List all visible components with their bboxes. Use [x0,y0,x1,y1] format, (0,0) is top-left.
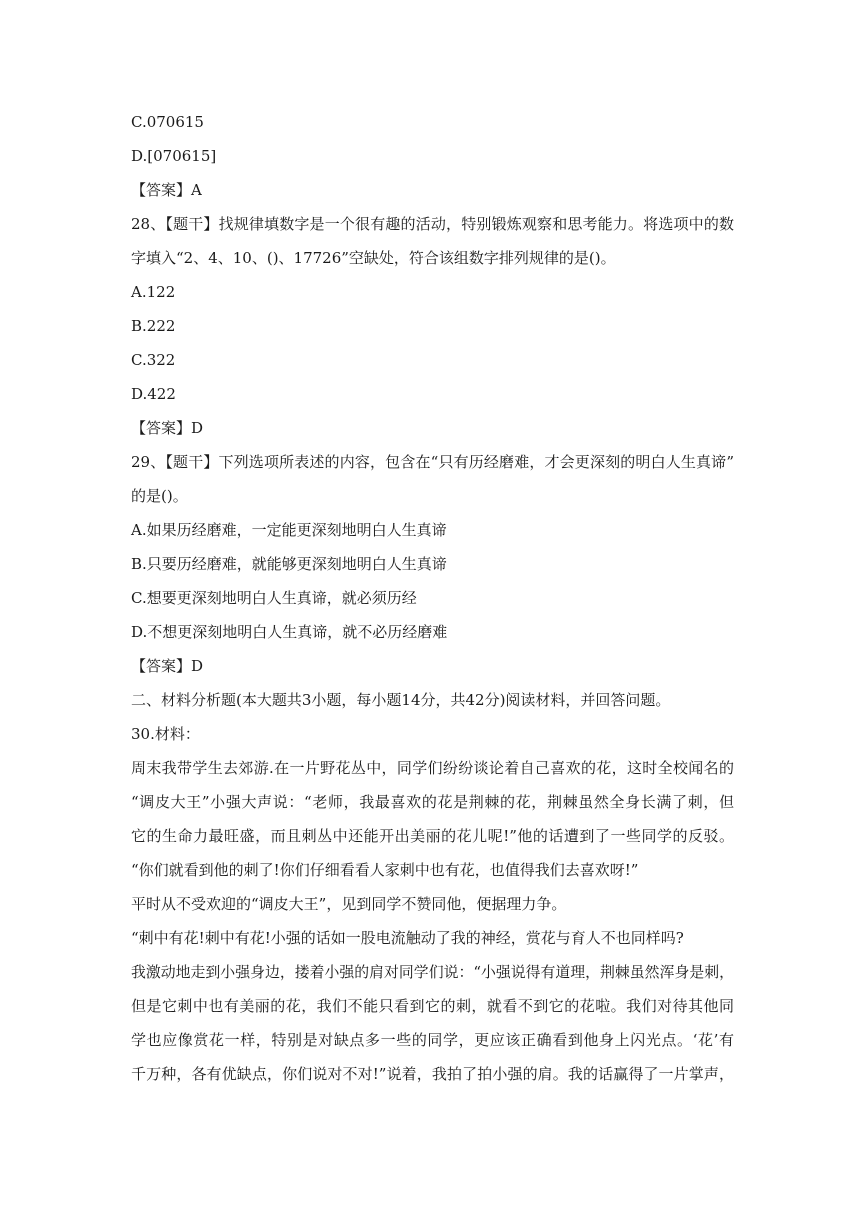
material-line-6: “刺中有花!刺中有花!小强的话如一股电流触动了我的神经，赏花与育人不也同样吗? [131,929,684,947]
question-28-line-2: 字填入“2、4、10、()、17726”空缺处，符合该组数字排列规律的是()。 [131,249,616,267]
material-line-4: “你们就看到他的刺了!你们仔细看看人家刺中也有花，也值得我们去喜欢呀!” [131,861,639,879]
question-29-line-2: 的是()。 [131,487,188,505]
option-d-27: D.[070615] [131,147,217,165]
material-line-3: 它的生命力最旺盛，而且刺丛中还能开出美丽的花儿呢!”他的话遭到了一些同学的反驳。 [131,827,734,845]
question-29-line-1: 29、【题干】下列选项所表述的内容，包含在“只有历经磨难，才会更深刻的明白人生真谛” [131,453,734,471]
option-c-27: C.070615 [131,113,204,131]
material-line-8: 但是它刺中也有美丽的花，我们不能只看到它的刺，就看不到它的花啦。我们对待其他同 [131,997,734,1015]
option-c-28: C.322 [131,351,176,369]
material-line-5: 平时从不受欢迎的“调皮大王”，见到同学不赞同他，便据理力争。 [131,895,567,913]
option-d-29: D.不想更深刻地明白人生真谛，就不必历经磨难 [131,623,448,641]
option-b-29: B.只要历经磨难，就能够更深刻地明白人生真谛 [131,555,447,573]
material-line-9: 学也应像赏花一样，特别是对缺点多一些的同学，更应该正确看到他身上闪光点。‘花’有 [131,1031,734,1049]
answer-27: 【答案】A [131,181,202,199]
section-heading: 二、材料分析题(本大题共3小题，每小题14分，共42分)阅读材料，并回答问题。 [131,691,671,709]
option-c-29: C.想要更深刻地明白人生真谛，就必须历经 [131,589,417,607]
option-d-28: D.422 [131,385,176,403]
option-b-28: B.222 [131,317,176,335]
option-a-29: A.如果历经磨难，一定能更深刻地明白人生真谛 [131,521,447,539]
material-30-label: 30.材料： [131,725,200,743]
answer-29: 【答案】D [131,657,204,675]
material-line-7: 我激动地走到小强身边，搂着小强的肩对同学们说：“小强说得有道理，荆棘虽然浑身是刺， [131,963,734,981]
material-line-10: 千万种，各有优缺点，你们说对不对!”说着，我拍了拍小强的肩。我的话赢得了一片掌声， [131,1065,734,1083]
option-a-28: A.122 [131,283,176,301]
material-line-1: 周末我带学生去郊游.在一片野花丛中，同学们纷纷谈论着自己喜欢的花，这时全校闻名的 [131,759,734,777]
material-line-2: “调皮大王”小强大声说：“老师，我最喜欢的花是荆棘的花，荆棘虽然全身长满了刺，但 [131,793,734,811]
question-28-line-1: 28、【题干】找规律填数字是一个很有趣的活动，特别锻炼观察和思考能力。将选项中的数 [131,215,734,233]
answer-28: 【答案】D [131,419,204,437]
